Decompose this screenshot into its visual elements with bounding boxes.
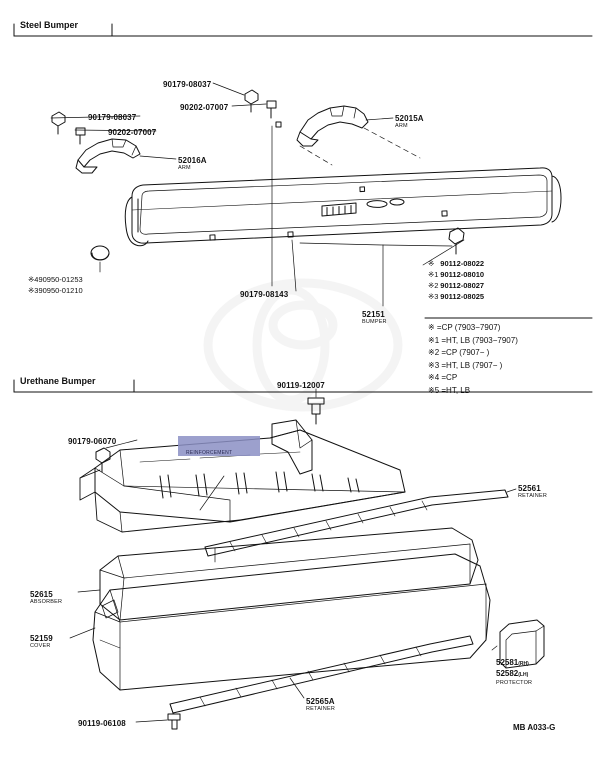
part-label-52565A: 52565A RETAINER	[306, 697, 336, 712]
bolt-code-mark-4: ※	[428, 292, 435, 301]
part-label-90179-06070: 90179-06070	[68, 437, 117, 446]
part-label-90179-08037-a: 90179-08037	[163, 80, 212, 89]
part-label-90179-08037-b: 90179-08037	[88, 113, 137, 122]
legend-block	[428, 322, 518, 397]
legend-item-6: ※5 =HT, LB	[428, 385, 471, 395]
bolt-code-text-3: 90112-08027	[440, 281, 485, 290]
part-label-52016A: 52016A ARM	[178, 156, 207, 171]
legend-item-1: ※ =CP (7903−7907)	[428, 323, 501, 332]
protector-lh-suffix: (LH)	[518, 672, 529, 678]
protector-rh-suffix: (RH)	[518, 661, 529, 667]
protector-rh-code: 52581	[496, 658, 519, 667]
bolt-code-mark-3: ※	[428, 281, 435, 290]
part-label-52151: 52151 BUMPER	[362, 310, 387, 325]
part-sublabel-52561: RETAINER	[518, 493, 548, 499]
section-title-urethane: Urethane Bumper	[20, 376, 96, 386]
protector-sublabel: PROTECTOR	[496, 680, 533, 686]
part-sublabel-52159: COVER	[30, 643, 51, 649]
part-label-90202-07007-a: 90202-07007	[180, 103, 229, 112]
part-label-protector	[496, 658, 532, 686]
part-label-90119-12007: 90119-12007	[277, 381, 325, 390]
bolt-code-text-2: 90112-08010	[440, 270, 485, 279]
legend-item-2: ※1 =HT, LB (7903−7907)	[428, 335, 518, 345]
bolt-code-num-2: 1	[434, 270, 439, 279]
bolt-code-list	[428, 258, 484, 302]
part-label-90119-06108: 90119-06108	[78, 719, 126, 728]
reinforcement-label: REINFORCEMENT	[186, 450, 233, 456]
pad-code-2: ※390950-01210	[28, 286, 83, 295]
bolt-code-text-1: 90112-08022	[440, 259, 485, 268]
diagram-code: MB A033-G	[513, 723, 556, 732]
part-sublabel-52016A: ARM	[178, 165, 191, 171]
protector-lh-code: 52582	[496, 669, 519, 678]
legend-item-3: ※2 =CP (7907− )	[428, 348, 490, 357]
part-sublabel-52615: ABSORBER	[30, 599, 63, 605]
legend-item-4: ※3 =HT, LB (7907− )	[428, 360, 503, 370]
section-title-steel: Steel Bumper	[20, 20, 79, 30]
part-sublabel-52151: BUMPER	[362, 319, 387, 325]
bolt-code-num-4: 3	[434, 292, 439, 301]
part-label-52561: 52561 RETAINER	[518, 484, 548, 499]
part-sublabel-52565A: RETAINER	[306, 706, 336, 712]
bolt-code-mark-2: ※	[428, 270, 435, 279]
bolt-code-mark-1: ※	[428, 259, 435, 268]
part-label-52159: 52159 COVER	[30, 634, 53, 649]
part-label-90179-08143: 90179-08143	[240, 290, 289, 299]
bolt-code-text-4: 90112-08025	[440, 292, 485, 301]
pad-code-1: ※490950-01253	[28, 275, 83, 284]
part-label-90202-07007-b: 90202-07007	[108, 128, 157, 137]
legend-item-5: ※4 =CP	[428, 373, 458, 382]
part-label-52015A: 52015A ARM	[395, 114, 424, 129]
part-label-52615: 52615 ABSORBER	[30, 590, 63, 605]
part-sublabel-52015A: ARM	[395, 123, 408, 129]
bolt-code-num-3: 2	[434, 281, 439, 290]
